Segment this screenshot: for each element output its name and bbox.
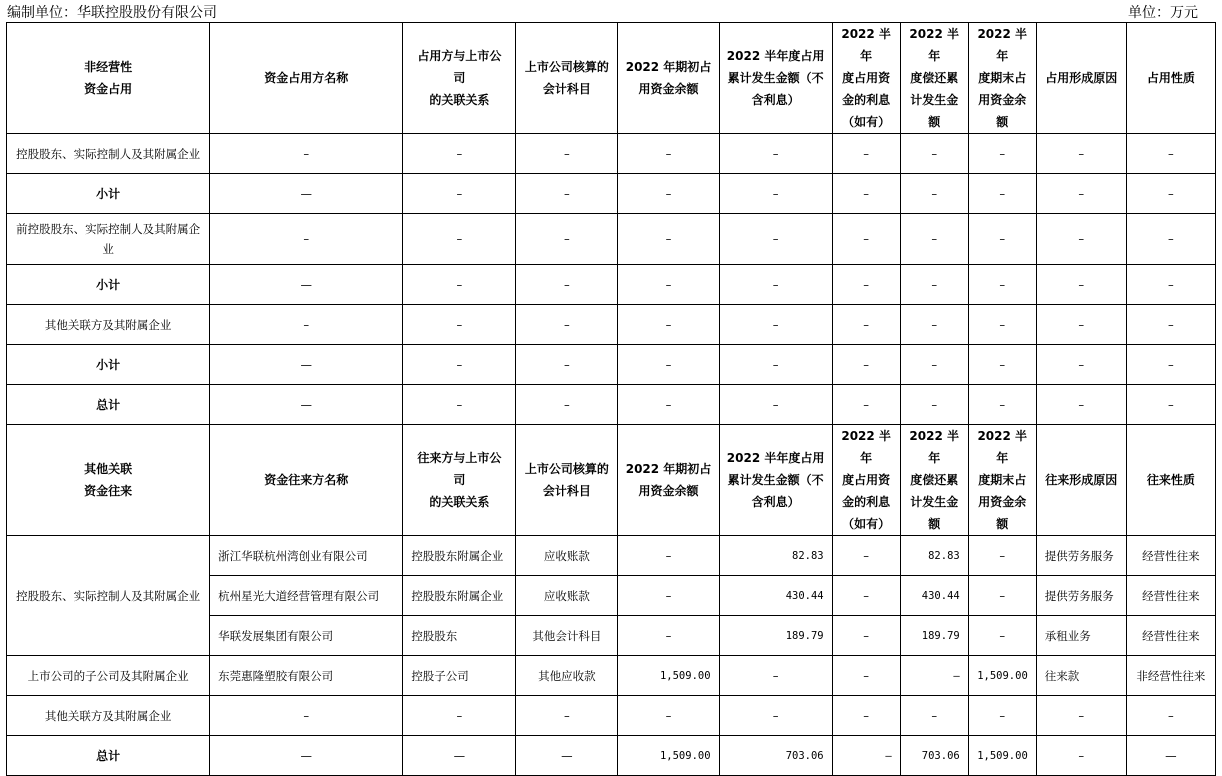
table-cell: – bbox=[719, 656, 832, 696]
table-cell: – bbox=[618, 696, 719, 736]
table-cell: 应收账款 bbox=[516, 576, 618, 616]
column-header: 占用形成原因 bbox=[1036, 23, 1126, 134]
table-cell: – bbox=[1036, 345, 1126, 385]
table-cell: 430.44 bbox=[900, 576, 968, 616]
column-header: 2022 半年度占用 累计发生金额（不 含利息） bbox=[719, 23, 832, 134]
preparer-label: 编制单位：华联控股股份有限公司 bbox=[7, 5, 217, 21]
table-cell: – bbox=[719, 696, 832, 736]
table-cell: – bbox=[516, 174, 618, 214]
table-cell: – bbox=[618, 174, 719, 214]
table-cell: – bbox=[516, 696, 618, 736]
table-cell: 82.83 bbox=[719, 536, 832, 576]
table-cell: 430.44 bbox=[719, 576, 832, 616]
related-funds-table bbox=[6, 22, 1216, 776]
column-header: 非经营性 资金占用 bbox=[7, 23, 210, 134]
table-cell: – bbox=[968, 134, 1036, 174]
table-cell: 经营性往来 bbox=[1126, 616, 1215, 656]
table-cell: – bbox=[618, 265, 719, 305]
column-header: 往来形成原因 bbox=[1036, 425, 1126, 536]
table-cell: – bbox=[210, 696, 403, 736]
table-cell: – bbox=[618, 134, 719, 174]
table-cell: – bbox=[832, 265, 900, 305]
column-header: 占用性质 bbox=[1126, 23, 1215, 134]
column-header: 上市公司核算的 会计科目 bbox=[516, 425, 618, 536]
table-cell: 应收账款 bbox=[516, 536, 618, 576]
table-cell: 往来款 bbox=[1036, 656, 1126, 696]
table-cell: 189.79 bbox=[719, 616, 832, 656]
column-header: 2022 半年 度偿还累 计发生金 额 bbox=[900, 425, 968, 536]
table-cell: – bbox=[719, 265, 832, 305]
table-cell: – bbox=[516, 134, 618, 174]
table-cell: – bbox=[719, 385, 832, 425]
table-cell: – bbox=[900, 134, 968, 174]
table-cell: 提供劳务服务 bbox=[1036, 536, 1126, 576]
column-header: 2022 半年 度占用资 金的利息 （如有） bbox=[832, 23, 900, 134]
table-row bbox=[7, 134, 1216, 174]
table-cell: – bbox=[403, 174, 516, 214]
table-row bbox=[7, 345, 1216, 385]
table-cell: – bbox=[968, 345, 1036, 385]
table-cell: 浙江华联杭州湾创业有限公司 bbox=[210, 536, 403, 576]
table-cell: – bbox=[1036, 736, 1126, 776]
table-cell: – bbox=[1036, 696, 1126, 736]
table-cell: – bbox=[210, 214, 403, 265]
table-cell: – bbox=[968, 536, 1036, 576]
table-cell: – bbox=[968, 305, 1036, 345]
column-header: 资金往来方名称 bbox=[210, 425, 403, 536]
table-cell: – bbox=[832, 696, 900, 736]
table-cell: 控股股东附属企业 bbox=[403, 576, 516, 616]
table-cell: – bbox=[719, 134, 832, 174]
table-row bbox=[7, 265, 1216, 305]
row-label: 总计 bbox=[7, 736, 210, 776]
table-cell: 1,509.00 bbox=[618, 656, 719, 696]
row-label: 前控股股东、实际控制人及其附属企 业 bbox=[7, 214, 210, 265]
row-label: 其他关联方及其附属企业 bbox=[7, 305, 210, 345]
table-cell: 1,509.00 bbox=[618, 736, 719, 776]
table-cell: 703.06 bbox=[900, 736, 968, 776]
row-label: 控股股东、实际控制人及其附属企业 bbox=[7, 536, 210, 656]
column-header: 2022 半年 度期末占 用资金余 额 bbox=[968, 425, 1036, 536]
column-header: 2022 半年 度偿还累 计发生金 额 bbox=[900, 23, 968, 134]
row-label: 小计 bbox=[7, 174, 210, 214]
table-row bbox=[7, 214, 1216, 265]
table-cell: – bbox=[618, 536, 719, 576]
table-cell: – bbox=[618, 385, 719, 425]
table-cell: – bbox=[516, 214, 618, 265]
table-cell: – bbox=[1126, 345, 1215, 385]
column-header: 往来方与上市公 司 的关联关系 bbox=[403, 425, 516, 536]
table-body bbox=[7, 23, 1216, 776]
table-cell: – bbox=[719, 305, 832, 345]
table-cell: 1,509.00 bbox=[968, 656, 1036, 696]
table-cell: – bbox=[516, 385, 618, 425]
unit-label: 单位：万元 bbox=[1128, 5, 1198, 21]
column-header: 上市公司核算的 会计科目 bbox=[516, 23, 618, 134]
table-cell: – bbox=[832, 174, 900, 214]
table-cell: 189.79 bbox=[900, 616, 968, 656]
table-cell: – bbox=[1126, 214, 1215, 265]
table-cell: – bbox=[968, 576, 1036, 616]
table-cell: – bbox=[900, 656, 968, 696]
table-cell: – bbox=[832, 616, 900, 656]
table-cell: – bbox=[1126, 174, 1215, 214]
table-row bbox=[7, 385, 1216, 425]
table-row bbox=[7, 656, 1216, 696]
table-cell: – bbox=[618, 345, 719, 385]
table-cell: 控股股东附属企业 bbox=[403, 536, 516, 576]
row-label: 上市公司的子公司及其附属企业 bbox=[7, 656, 210, 696]
table-cell: – bbox=[719, 214, 832, 265]
table-cell: – bbox=[900, 305, 968, 345]
table-cell: – bbox=[516, 305, 618, 345]
table-cell: – bbox=[210, 305, 403, 345]
table-row bbox=[7, 736, 1216, 776]
table-row bbox=[7, 536, 1216, 576]
table-cell: – bbox=[403, 385, 516, 425]
table-cell: – bbox=[1036, 265, 1126, 305]
table-cell: – bbox=[900, 345, 968, 385]
row-label: 控股股东、实际控制人及其附属企业 bbox=[7, 134, 210, 174]
table-cell: – bbox=[832, 345, 900, 385]
table-cell: 承租业务 bbox=[1036, 616, 1126, 656]
table-cell: – bbox=[618, 616, 719, 656]
row-label: 小计 bbox=[7, 265, 210, 305]
table-cell: – bbox=[968, 214, 1036, 265]
table-cell: – bbox=[968, 385, 1036, 425]
table-cell: – bbox=[719, 345, 832, 385]
table-cell: – bbox=[1036, 385, 1126, 425]
table-cell: – bbox=[618, 576, 719, 616]
column-header: 2022 半年 度期末占 用资金余 额 bbox=[968, 23, 1036, 134]
column-header: 2022 半年度占用 累计发生金额（不 含利息） bbox=[719, 425, 832, 536]
table-cell: 东莞惠隆塑胶有限公司 bbox=[210, 656, 403, 696]
table-cell: – bbox=[618, 305, 719, 345]
table-row bbox=[7, 174, 1216, 214]
table-cell: – bbox=[832, 736, 900, 776]
column-header: 往来性质 bbox=[1126, 425, 1215, 536]
table-cell: – bbox=[403, 345, 516, 385]
table-cell: – bbox=[968, 174, 1036, 214]
table-cell: – bbox=[900, 696, 968, 736]
table-cell: 控股股东 bbox=[403, 616, 516, 656]
table-cell: – bbox=[968, 616, 1036, 656]
table-cell: 其他会计科目 bbox=[516, 616, 618, 656]
table-cell: – bbox=[900, 214, 968, 265]
table-cell: 其他应收款 bbox=[516, 656, 618, 696]
column-header: 占用方与上市公 司 的关联关系 bbox=[403, 23, 516, 134]
table-cell: – bbox=[719, 174, 832, 214]
table-cell: – bbox=[1036, 134, 1126, 174]
table-cell: – bbox=[403, 134, 516, 174]
table-row bbox=[7, 696, 1216, 736]
table-cell: – bbox=[403, 214, 516, 265]
table-cell: – bbox=[403, 696, 516, 736]
table-cell: – bbox=[968, 265, 1036, 305]
table-cell: 杭州星光大道经营管理有限公司 bbox=[210, 576, 403, 616]
table-cell: – bbox=[968, 696, 1036, 736]
table-cell: – bbox=[900, 385, 968, 425]
column-header: 2022 半年 度占用资 金的利息 （如有） bbox=[832, 425, 900, 536]
table-cell: – bbox=[1036, 174, 1126, 214]
column-header: 资金占用方名称 bbox=[210, 23, 403, 134]
table-cell: 提供劳务服务 bbox=[1036, 576, 1126, 616]
report-header bbox=[0, 0, 1222, 22]
table-cell: – bbox=[832, 385, 900, 425]
table-cell: – bbox=[900, 174, 968, 214]
table-cell: — bbox=[1126, 736, 1215, 776]
table-cell: – bbox=[832, 134, 900, 174]
table-cell: 非经营性往来 bbox=[1126, 656, 1215, 696]
table-cell: – bbox=[618, 214, 719, 265]
table-cell: – bbox=[516, 345, 618, 385]
table-cell: – bbox=[403, 305, 516, 345]
table-cell: 经营性往来 bbox=[1126, 536, 1215, 576]
table-cell: – bbox=[900, 265, 968, 305]
table-cell: 华联发展集团有限公司 bbox=[210, 616, 403, 656]
table-cell: – bbox=[1036, 214, 1126, 265]
table-cell: — bbox=[210, 385, 403, 425]
table-cell: — bbox=[210, 736, 403, 776]
table-cell: – bbox=[1126, 305, 1215, 345]
table-cell: 控股子公司 bbox=[403, 656, 516, 696]
row-label: 其他关联方及其附属企业 bbox=[7, 696, 210, 736]
table-cell: – bbox=[210, 134, 403, 174]
column-header: 2022 年期初占 用资金余额 bbox=[618, 425, 719, 536]
table-cell: – bbox=[832, 536, 900, 576]
row-label: 小计 bbox=[7, 345, 210, 385]
table-cell: 703.06 bbox=[719, 736, 832, 776]
table-cell: 经营性往来 bbox=[1126, 576, 1215, 616]
table-cell: — bbox=[210, 345, 403, 385]
table-cell: 1,509.00 bbox=[968, 736, 1036, 776]
table-cell: – bbox=[832, 576, 900, 616]
table-cell: — bbox=[516, 736, 618, 776]
table-cell: — bbox=[210, 174, 403, 214]
table-cell: – bbox=[403, 265, 516, 305]
table-cell: – bbox=[1126, 265, 1215, 305]
table-cell: – bbox=[1126, 696, 1215, 736]
table-cell: – bbox=[516, 265, 618, 305]
table-cell: – bbox=[1126, 385, 1215, 425]
table-cell: – bbox=[1036, 305, 1126, 345]
table-cell: — bbox=[403, 736, 516, 776]
table-cell: – bbox=[832, 656, 900, 696]
table-cell: — bbox=[210, 265, 403, 305]
section1-header-row bbox=[7, 23, 1216, 134]
table-cell: – bbox=[832, 214, 900, 265]
column-header: 2022 年期初占 用资金余额 bbox=[618, 23, 719, 134]
table-cell: – bbox=[1126, 134, 1215, 174]
table-row bbox=[7, 305, 1216, 345]
column-header: 其他关联 资金往来 bbox=[7, 425, 210, 536]
table-cell: – bbox=[832, 305, 900, 345]
row-label: 总计 bbox=[7, 385, 210, 425]
table-cell: 82.83 bbox=[900, 536, 968, 576]
section2-header-row bbox=[7, 425, 1216, 536]
